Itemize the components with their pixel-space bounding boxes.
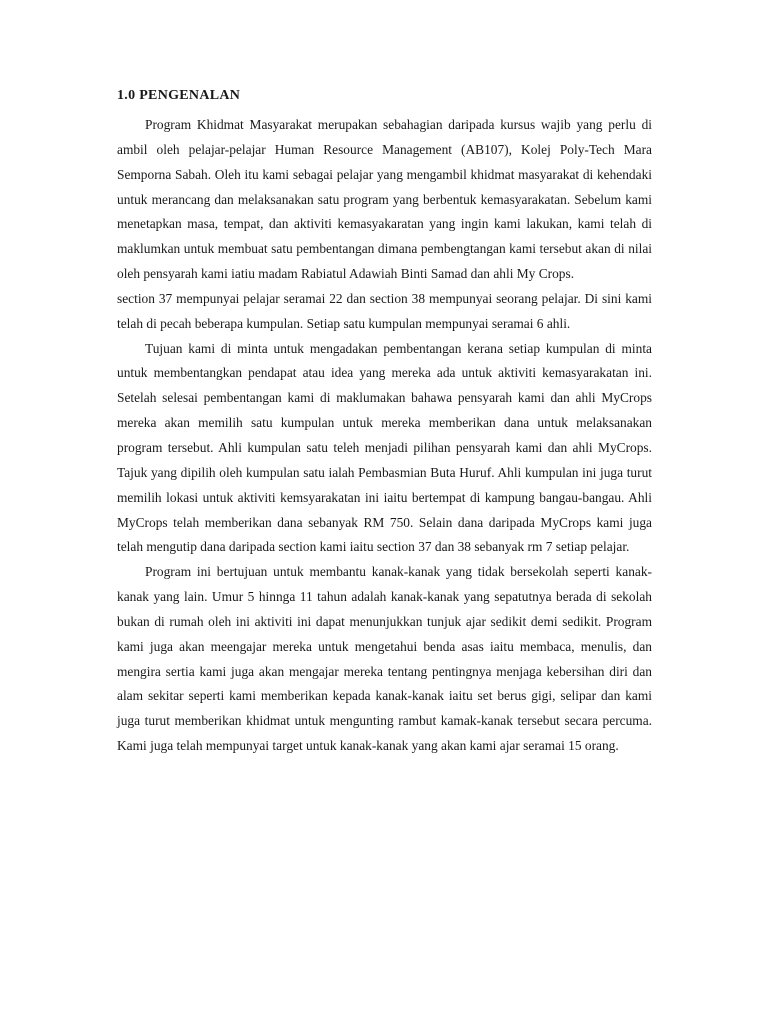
paragraph-intro: Program Khidmat Masyarakat merupakan sebahagian daripada kursus wajib yang perlu di ambil oleh pelajar-pelajar Human Resource Management (AB107), Kolej Poly-Tech Mara Semporna Sabah. Oleh itu kami sebagai pelajar yang mengambil khidmat masyarakat di kehendaki untuk merancang dan melaksanakan satu program yang berbentuk kemasyarakatan. Sebelum kami menetapkan masa, tempat, dan aktiviti kemasyakaratan yang ingin kami lakukan, kami telah di maklumkan untuk membuat satu pembentangan dimana pembengtangan kami tersebut akan di nilai oleh pensyarah kami iatiu madam Rabiatul Adawiah Binti Samad dan ahli My Crops. [117,117,652,282]
section-heading: 1.0 PENGENALAN [117,88,241,103]
paragraph-purpose: Tujuan kami di minta untuk mengadakan pembentangan kerana setiap kumpulan di minta untuk membentangkan pendapat atau idea yang mereka ada untuk aktiviti kemasyarakatan ini. Setelah selesai pembentangan kami di maklumakan bahawa pensyarah kami dan ahli MyCrops mereka akan memilih satu kumpulan untuk mereka memberikan dana untuk melaksanakan program tersebut. Ahli kumpulan satu teleh menjadi pilihan pensyarah kami dan ahli MyCrops. Tajuk yang dipilih oleh kumpulan satu ialah Pembasmian Buta Huruf. Ahli kumpulan ini juga turut memilih lokasi untuk aktiviti kemsyarakatan ini iaitu bertempat di kampung bangau-bangau. Ahli MyCrops telah memberikan dana sebanyak RM 750. Selain dana daripada MyCrops kami juga telah mengutip dana daripada section kami iaitu section 37 dan 38 sebanyak rm 7 setiap pelajar. [117,340,652,555]
paragraph-program-goals: Program ini bertujuan untuk membantu kanak-kanak yang tidak bersekolah seperti kanak-kanak yang lain. Umur 5 hinnga 11 tahun adalah kanak-kanak yang sepatutnya berada di sekolah bukan di rumah oleh ini aktiviti ini dapat menunjukkan tunjuk ajar sedikit demi sedikit. Program kami juga akan meengajar mereka untuk mengetahui benda asas iaitu membaca, menulis, dan mengira sertia kami juga akan mengajar mereka tentang pentingnya menjaga kebersihan diri dan alam sekitar seperti kami memberikan kepada kanak-kanak iaitu set berus gigi, selipar dan kami juga turut memberikan khidmat untuk mengunting rambut kamak-kanak tersebut secara percuma. Kami juga telah mempunyai target untuk kanak-kanak yang akan kami ajar seramai 15 orang. [117,564,652,754]
document-page [117,86,652,759]
paragraph-sections: section 37 mempunyai pelajar seramai 22 dan section 38 mempunyai seorang pelajar. Di sini kami telah di pecah beberapa kumpulan. Setiap satu kumpulan mempunyai seramai 6 ahli. [117,290,652,331]
